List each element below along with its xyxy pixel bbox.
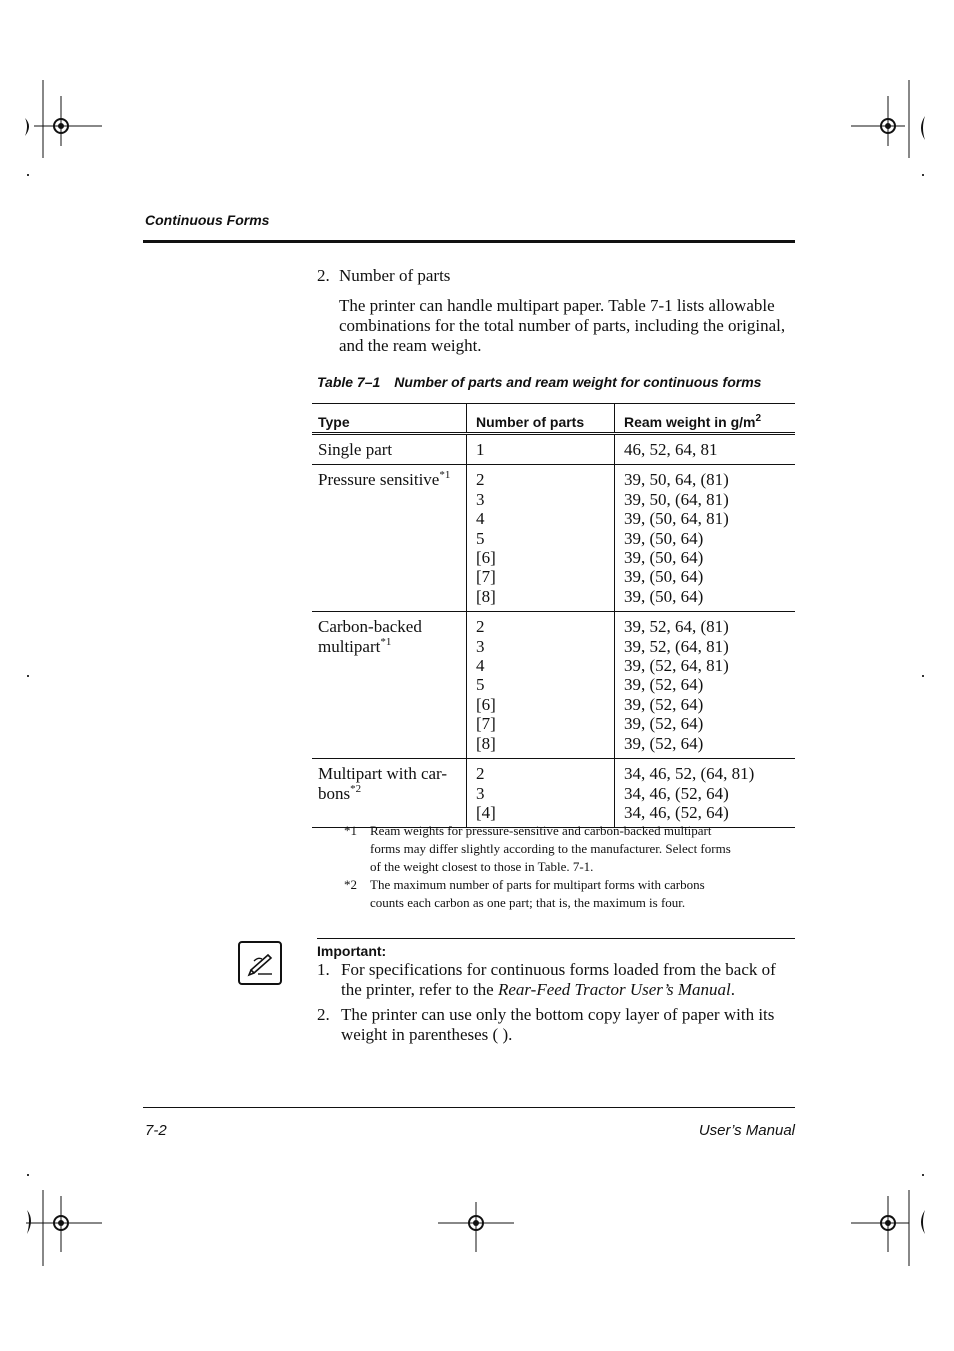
footnote-mark: *2 <box>344 877 357 892</box>
important-list <box>317 960 795 1050</box>
body-paragraph: The printer can handle multipart paper. Table 7-1 lists allowable combinations for the total number of parts, including the original, and the ream weight. <box>339 296 786 355</box>
manual-title: Rear-Feed Tractor User’s Manual <box>497 980 731 999</box>
crop-tick <box>922 675 924 677</box>
registration-mark-top-left <box>20 80 110 180</box>
footnote <box>344 822 764 876</box>
table-row <box>312 434 795 465</box>
column-header-type: Type <box>312 404 467 434</box>
registration-mark-bottom-center <box>436 1200 516 1260</box>
ream-cell: 39, 50, 64, (81) 39, 50, (64, 81) 39, (50, 64, 81) 39, (50, 64) 39, (50, 64) 39, (50, 64) 39, (50, 64) <box>615 465 796 612</box>
table-row <box>312 465 795 612</box>
parts-table <box>312 403 795 828</box>
table-caption <box>317 374 761 390</box>
registration-mark-bottom-left <box>20 1190 110 1270</box>
registration-mark-top-right <box>845 80 935 180</box>
table-header-row <box>312 404 795 434</box>
column-header-parts: Number of parts <box>467 404 615 434</box>
table-footnotes <box>344 822 764 912</box>
important-rule <box>317 938 795 939</box>
list-item-title: Number of parts <box>339 266 451 285</box>
parts-cell: 2 3 [4] <box>467 759 615 828</box>
header-rule <box>143 240 795 243</box>
crop-tick <box>27 1174 29 1176</box>
crop-tick <box>27 174 29 176</box>
footer-rule <box>143 1107 795 1108</box>
crop-tick <box>27 675 29 677</box>
table-row <box>312 612 795 759</box>
footnote-text: Ream weights for pressure-sensitive and carbon-backed multipart forms may differ slightly according to the manufacturer. Select forms of the weight closest to those in Table. 7-1. <box>370 823 731 874</box>
type-cell: Single part <box>312 434 467 465</box>
note-pencil-icon <box>238 941 282 985</box>
footer-manual-title: User’s Manual <box>698 1122 795 1139</box>
important-item: 1. For specifications for continuous forms loaded from the back of the printer, refer to the Rear-Feed Tractor User’s Manual. <box>317 960 776 999</box>
list-item-number: 2. <box>317 266 330 285</box>
column-header-ream: Ream weight in $g/m^2$ <box>615 404 796 434</box>
footnote <box>344 876 764 912</box>
table-caption-title: Number of parts and ream weight for continuous forms <box>394 374 762 390</box>
crop-tick <box>922 1174 924 1176</box>
type-cell: Carbon-backed multipart$^{*1}$ <box>312 612 467 759</box>
parts-cell: 1 <box>467 434 615 465</box>
important-item: 2. The printer can use only the bottom copy layer of paper with its weight in parentheses ( ). <box>317 1005 775 1044</box>
type-cell: Pressure sensitive$^{*1}$ <box>312 465 467 612</box>
running-header-title: Continuous Forms <box>145 212 270 228</box>
footnote-text: The maximum number of parts for multipart forms with carbons counts each carbon as one part; that is, the maximum is four. <box>370 877 705 910</box>
type-cell: Multipart with car- bons$^{*2}$ <box>312 759 467 828</box>
important-label: Important: <box>317 943 387 959</box>
ream-cell: 46, 52, 64, 81 <box>615 434 796 465</box>
footnote-mark: *1 <box>344 823 357 838</box>
table-caption-number: Table 7–1 <box>317 374 381 390</box>
crop-tick <box>922 174 924 176</box>
ream-cell: 34, 46, 52, (64, 81) 34, 46, (52, 64) 34, 46, (52, 64) <box>615 759 796 828</box>
parts-cell: 2 3 4 5 [6] [7] [8] <box>467 612 615 759</box>
page-number: 7-2 <box>145 1122 167 1139</box>
ream-cell: 39, 52, 64, (81) 39, 52, (64, 81) 39, (52, 64, 81) 39, (52, 64) 39, (52, 64) 39, (52, 64) 39, (52, 64) <box>615 612 796 759</box>
registration-mark-bottom-right <box>845 1190 935 1270</box>
parts-cell: 2 3 4 5 [6] [7] [8] <box>467 465 615 612</box>
table-row <box>312 759 795 828</box>
